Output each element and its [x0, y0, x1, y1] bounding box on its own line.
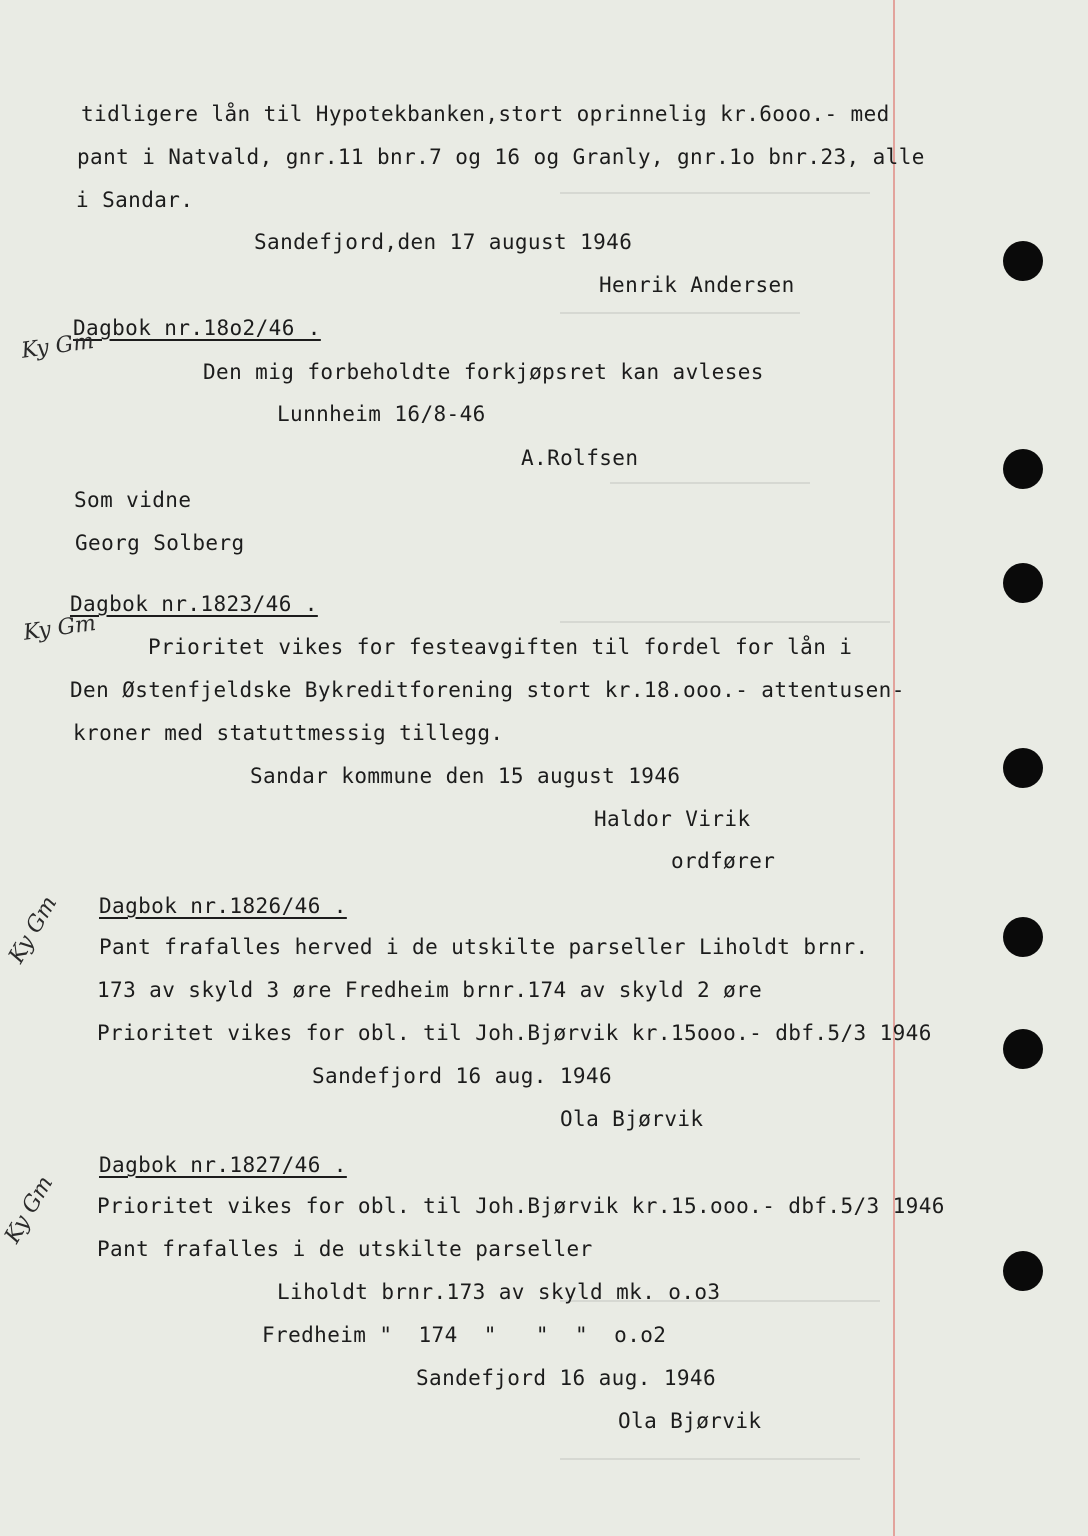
text-line: Georg Solberg	[75, 531, 245, 555]
punch-hole-1	[1003, 241, 1043, 281]
text-line: Liholdt brnr.173 av skyld mk. o.o3	[277, 1280, 721, 1304]
bleed-through	[560, 621, 890, 623]
text-line: Den Østenfjeldske Bykreditforening stort kr.18.ooo.- attentusen-	[70, 678, 905, 702]
bleed-through	[560, 1458, 860, 1460]
text-line: i Sandar.	[76, 188, 194, 212]
text-line: kroner med statuttmessig tillegg.	[73, 721, 504, 745]
signature-name: Haldor Virik	[594, 807, 751, 831]
entry-heading: Dagbok nr.1826/46 .	[99, 894, 347, 918]
signature-title: ordfører	[671, 849, 776, 873]
entry-heading: Dagbok nr.18o2/46 .	[73, 316, 321, 340]
entry-heading: Dagbok nr.1827/46 .	[99, 1153, 347, 1177]
margin-initials: Ky Gm	[4, 891, 63, 968]
text-line: Prioritet vikes for obl. til Joh.Bjørvik kr.15ooo.- dbf.5/3 1946	[97, 1021, 932, 1045]
date-line: Sandefjord 16 aug. 1946	[312, 1064, 612, 1088]
red-margin-line	[893, 0, 895, 1536]
text-line: Den mig forbeholdte forkjøpsret kan avleses	[203, 360, 764, 384]
text-line: Lunnheim 16/8-46	[277, 402, 486, 426]
bleed-through	[560, 312, 800, 314]
text-line: Pant frafalles herved i de utskilte parseller Liholdt brnr.	[99, 935, 869, 959]
text-line: 173 av skyld 3 øre Fredheim brnr.174 av skyld 2 øre	[97, 978, 763, 1002]
margin-initials: Ky Gm	[19, 328, 96, 364]
punch-hole-5	[1003, 917, 1043, 957]
date-line: Sandefjord,den 17 august 1946	[254, 230, 633, 254]
signature-name: Ola Bjørvik	[560, 1107, 704, 1131]
margin-initials: Ky Gm	[0, 1171, 59, 1248]
signature-name: Henrik Andersen	[599, 273, 795, 297]
punch-hole-6	[1003, 1029, 1043, 1069]
date-line: Sandar kommune den 15 august 1946	[250, 764, 681, 788]
bleed-through	[610, 482, 810, 484]
signature-name: A.Rolfsen	[521, 446, 639, 470]
bleed-through	[560, 192, 870, 194]
text-line: Prioritet vikes for festeavgiften til fordel for lån i	[148, 635, 853, 659]
text-line: Som vidne	[74, 488, 192, 512]
text-line: pant i Natvald, gnr.11 bnr.7 og 16 og Granly, gnr.1o bnr.23, alle	[77, 145, 925, 169]
text-line: Pant frafalles i de utskilte parseller	[97, 1237, 593, 1261]
signature-name: Ola Bjørvik	[618, 1409, 762, 1433]
margin-initials: Ky Gm	[21, 610, 98, 646]
entry-heading: Dagbok nr.1823/46 .	[70, 592, 318, 616]
punch-hole-7	[1003, 1251, 1043, 1291]
date-line: Sandefjord 16 aug. 1946	[416, 1366, 716, 1390]
punch-hole-3	[1003, 563, 1043, 603]
text-line: Prioritet vikes for obl. til Joh.Bjørvik kr.15.ooo.- dbf.5/3 1946	[97, 1194, 945, 1218]
punch-hole-2	[1003, 449, 1043, 489]
text-line: Fredheim " 174 " " " o.o2	[262, 1323, 667, 1347]
text-line: tidligere lån til Hypotekbanken,stort oprinnelig kr.6ooo.- med	[81, 102, 890, 126]
punch-hole-4	[1003, 748, 1043, 788]
